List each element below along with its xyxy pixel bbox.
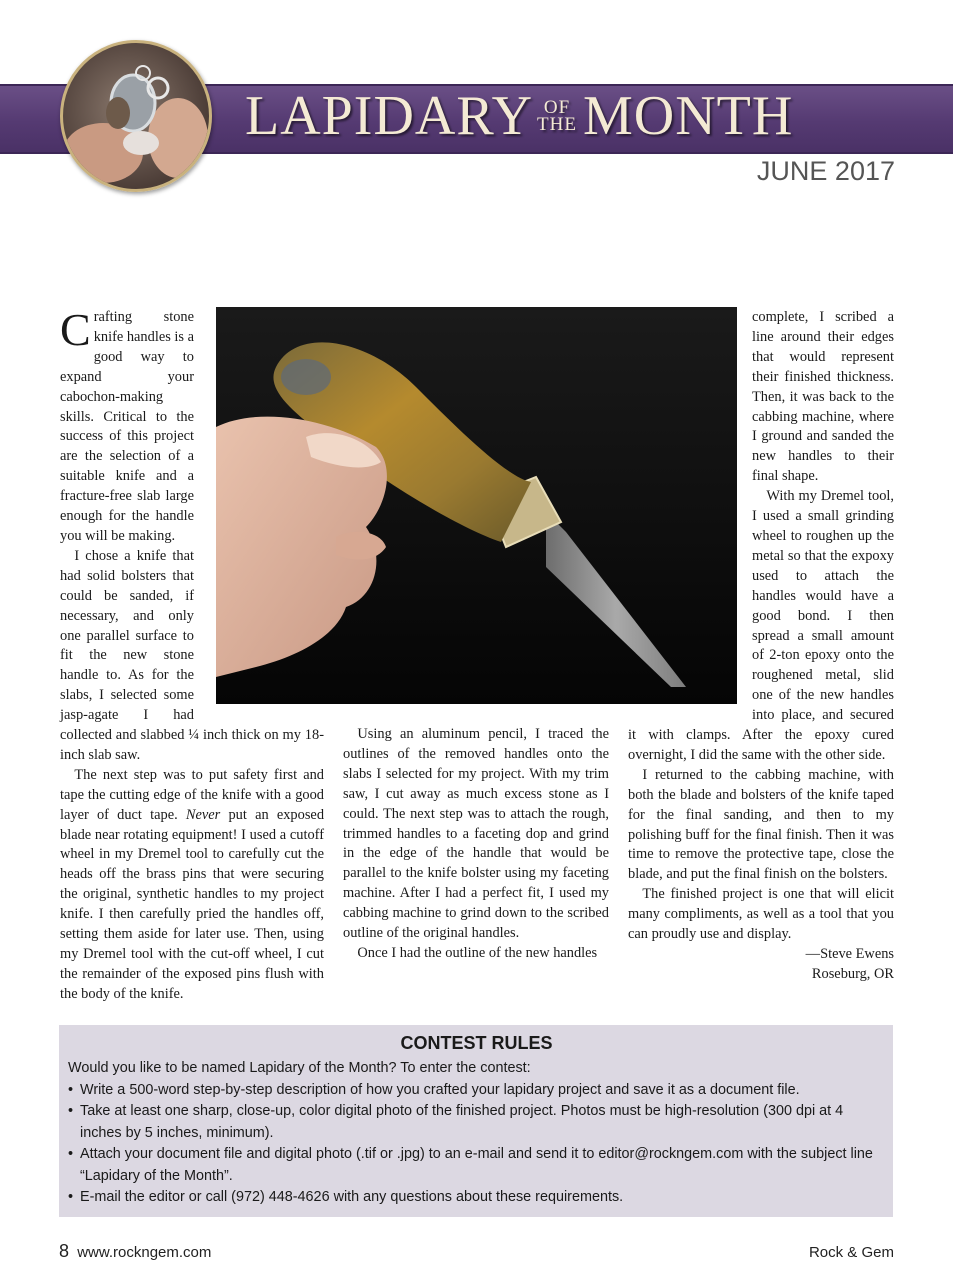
author-location: Roseburg, OR — [811, 965, 894, 982]
drop-cap: C — [60, 304, 91, 355]
author-name: —Steve Ewens — [805, 946, 894, 962]
contest-rules-intro: Would you like to be named Lapidary of the Month? To enter the contest: — [68, 1060, 531, 1076]
article-paragraph-6: complete, I scribed a line around their edges that would represent their finished thickness. Then, it was back to the cabbing machine, where I ground and sanded the new handles to their final shape. — [752, 309, 894, 485]
contest-rule-item: • Take at least one sharp, close-up, color digital photo of the finished project. Photos must be high-resolution (300 dpi at 4 inches by 5 inches, minimum). — [68, 1101, 885, 1144]
article-paragraph-9: The finished project is one that will elicit many compliments, as well as a tool that you can proudly use and display. — [628, 886, 894, 943]
article-column-2 — [343, 725, 609, 964]
article-paragraph-4: Using an aluminum pencil, I traced the outlines of the removed handles onto the slabs I selected for my project. With my trim saw, I cut away as much excess stone as I could. The next step was to attach the rough, trimmed handles to a faceting dop and grind in the edge of the handle that would be parallel to the knife bolster using my faceting machine. After I had a perfect fit, I used my cabbing machine to grind down to the scribed outline of the original handles. — [343, 726, 609, 942]
issue-date: JUNE 2017 — [756, 156, 895, 186]
title-month: MONTH — [582, 85, 794, 147]
title-lapidary: LAPIDARY — [245, 85, 534, 147]
contest-rules-list — [68, 1080, 885, 1209]
article-paragraph-2: I chose a knife that had solid bolsters that could be sanded, if necessary, and only one parallel surface to fit the new stone handle to. As for the slabs, I selected some jasp-agate I had collected and slabbed ¼ inch thick on my 18-inch slab saw. — [60, 547, 324, 763]
title-of-the — [537, 99, 577, 133]
emphasis-text: Never — [185, 806, 221, 823]
article-paragraph-7: With my Dremel tool, I used a small grinding wheel to roughen up the metal so that the expoxy used to attach the handles would have a good bond. I then spread a small amount of 2-ton epoxy onto the roughened metal, slid one of the new handles into place, and secured it with clamps. After the epoxy cured overnight, I did the same with the other side. — [628, 488, 894, 763]
photo-wrap-spacer — [194, 308, 324, 710]
article-paragraph-5: Once I had the outline of the new handles — [357, 944, 598, 961]
website-url: www.rockngem.com — [77, 1244, 212, 1261]
title-of: OF — [543, 97, 571, 118]
contest-rule-item: • E-mail the editor or call (972) 448-4626 with any questions about these requirements. — [68, 1187, 885, 1209]
contest-rule-item: • Write a 500-word step-by-step description of how you crafted your lapidary project and save it as a document file. — [68, 1080, 885, 1102]
page-number: 8 — [59, 1241, 70, 1261]
title-the: THE — [537, 114, 577, 135]
page-title — [245, 86, 793, 146]
contest-rules-box — [59, 1025, 893, 1217]
contest-rule-item: • Attach your document file and digital photo (.tif or .jpg) to an e-mail and send it to editor@rockngem.com with the subject line “Lapidary of the Month”. — [68, 1144, 885, 1187]
header-medallion-photo — [60, 40, 212, 192]
magazine-name: Rock & Gem — [808, 1244, 894, 1261]
paragraph-text: The next step was to put safety first and tape the cutting edge of the knife with a good layer of duct tape. — [60, 766, 324, 823]
paragraph-text: rafting stone knife handles is a good way to expand your cabochon-making skills. Critical to the success of this project are the selection of a suitable knife and a fracture-free slab large enough for the handle you will be making. — [60, 309, 194, 544]
article-paragraph-8: I returned to the cabbing machine, with both the blade and bolsters of the knife taped for the final sanding, and then to my polishing buff for the final finish. Then it was time to remove the protective tape, close the blade, and put the final finish on the bolsters. — [628, 766, 894, 883]
article-column-3 — [628, 308, 894, 985]
footer-left — [59, 1241, 211, 1262]
article-column-1 — [60, 304, 325, 1005]
article-paragraph-3 — [60, 766, 324, 1005]
medallion-illustration — [63, 43, 209, 189]
paragraph-text: put an exposed blade near rotating equipment! I used a cutoff wheel in my Dremel tool to carefully cut the heads off the brass pins that were securing the original, synthetic handles to my project knife. I then carefully pried the handles off, setting them aside for later use. Then, using my Dremel tool with the cut-off wheel, I cut the remainder of the exposed pins flush with the body of the knife. — [60, 806, 325, 1002]
photo-wrap-spacer — [628, 308, 752, 723]
contest-rules-title: CONTEST RULES — [400, 1033, 553, 1053]
